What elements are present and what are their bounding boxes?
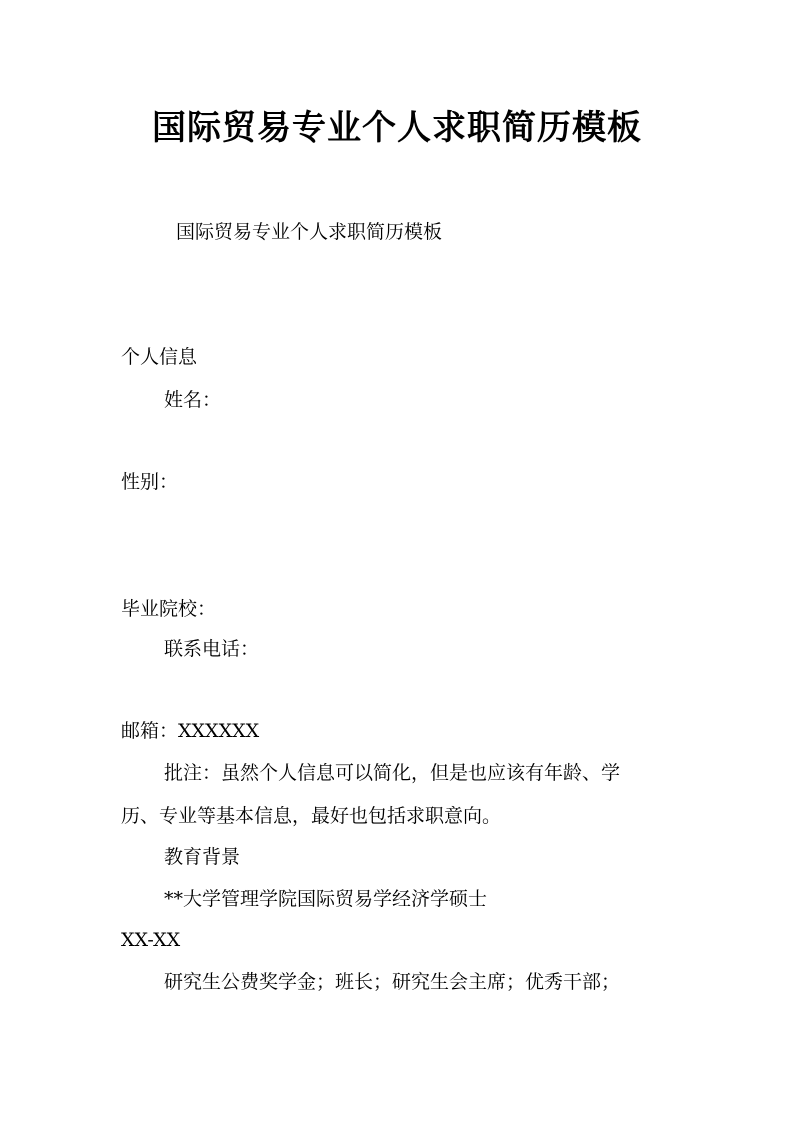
education-heading: 教育背景 xyxy=(164,846,241,868)
phone-field-label: 联系电话： xyxy=(164,638,260,660)
education-degree: **大学管理学院国际贸易学经济学硕士 xyxy=(164,888,488,910)
education-period: XX-XX xyxy=(121,929,181,951)
note-line-1: 批注：虽然个人信息可以简化，但是也应该有年龄、学 xyxy=(164,762,621,784)
school-field-label: 毕业院校： xyxy=(121,598,217,620)
document-title: 国际贸易专业个人求职简历模板 xyxy=(152,108,642,148)
education-honors: 研究生公费奖学金；班长；研究生会主席；优秀干部； xyxy=(164,971,621,993)
document-subtitle: 国际贸易专业个人求职简历模板 xyxy=(176,221,443,243)
email-field: 邮箱：XXXXXX xyxy=(121,720,260,742)
name-field-label: 姓名： xyxy=(164,389,222,411)
note-line-2: 历、专业等基本信息，最好也包括求职意向。 xyxy=(121,805,502,827)
personal-info-heading: 个人信息 xyxy=(121,346,198,368)
gender-field-label: 性别： xyxy=(121,471,179,493)
